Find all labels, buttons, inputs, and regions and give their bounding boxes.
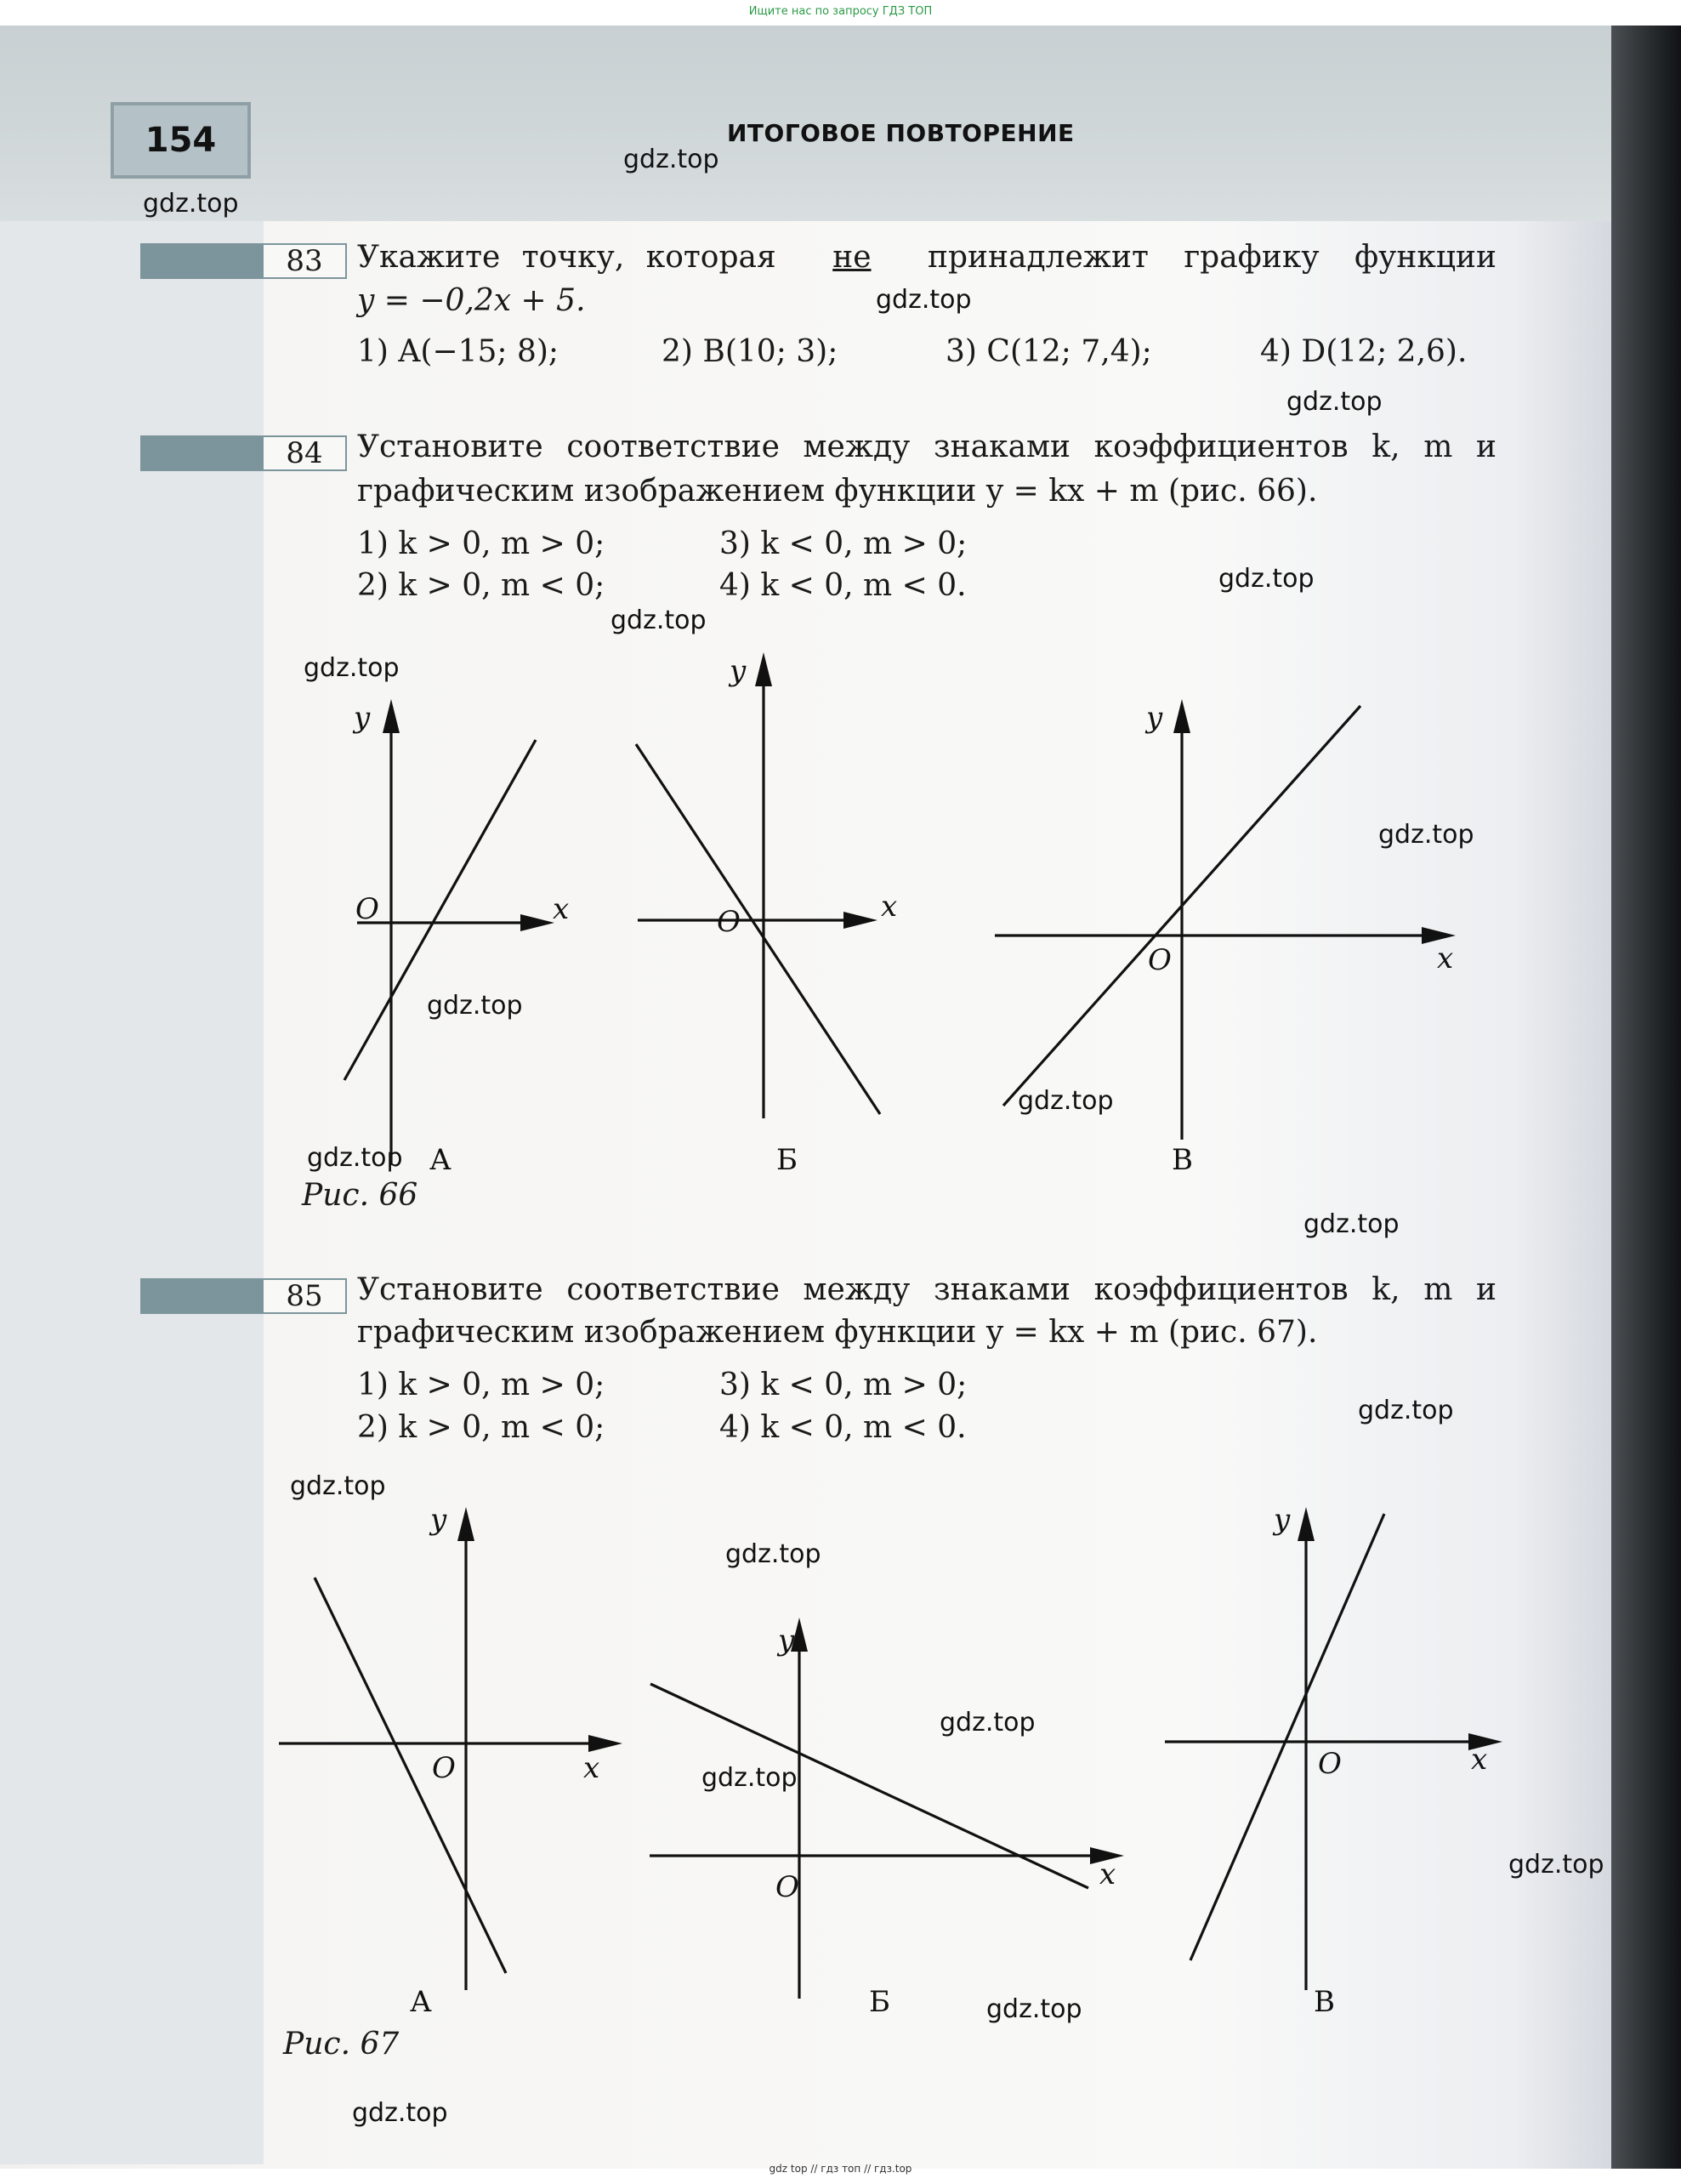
watermark: gdz.top [1303, 1209, 1400, 1239]
graph-label: В [1172, 1143, 1193, 1177]
task-85-option-4: 4) k < 0, m < 0. [719, 1410, 967, 1445]
task-84-option-2: 2) k > 0, m < 0; [357, 568, 605, 603]
task-85-option-3: 3) k < 0, m > 0; [719, 1368, 968, 1402]
y-axis-label: y [1146, 701, 1163, 735]
graph-label: В [1314, 1985, 1335, 2019]
fig-66-graph-b [621, 642, 910, 1177]
y-axis-arrow [1298, 1507, 1315, 1541]
task-83-text-not: не [832, 240, 872, 275]
fig-67-graph-c [1156, 1480, 1513, 2019]
watermark: gdz.top [1378, 820, 1474, 850]
x-axis-arrow [843, 912, 877, 929]
task-84-option-4: 4) k < 0, m < 0. [719, 568, 967, 603]
task-85-text-line-1: Установите соответствие между знаками коэффициентов k, m и [357, 1272, 1496, 1307]
watermark: gdz.top [986, 1994, 1082, 2024]
task-84-number: 84 [262, 435, 347, 471]
origin-label: O [432, 1751, 456, 1785]
x-axis-label: x [1471, 1743, 1488, 1777]
watermark: gdz.top [1508, 1850, 1604, 1880]
margin-strip [0, 217, 264, 2164]
x-axis-arrow [520, 914, 554, 931]
y-axis-arrow [755, 652, 772, 686]
task-84-marker [140, 435, 264, 471]
fig-67-graph-b [629, 1599, 1122, 2143]
bottom-note: gdz top // гдз топ // гдз.top [769, 2163, 912, 2175]
task-83-option-2: 2) B(10; 3); [662, 334, 838, 369]
book-spine [1611, 26, 1681, 2169]
fig-67-graph-a [272, 1480, 629, 2019]
graph-label: Б [869, 1985, 890, 2019]
watermark: gdz.top [1286, 387, 1383, 417]
x-axis-label: x [583, 1751, 600, 1785]
fig-66-graph-c [969, 680, 1462, 1177]
page-number: 154 [111, 102, 251, 179]
task-85-marker [140, 1278, 264, 1314]
origin-label: O [1318, 1747, 1342, 1781]
watermark: gdz.top [610, 606, 707, 635]
task-83-number: 83 [262, 243, 347, 279]
origin-label: O [717, 905, 741, 939]
y-axis-arrow [383, 699, 400, 733]
task-83-function: y = −0,2x + 5. [357, 283, 586, 318]
section-title: ИТОГОВОЕ ПОВТОРЕНИЕ [727, 119, 1075, 147]
watermark: gdz.top [1218, 564, 1315, 594]
task-85-option-2: 2) k > 0, m < 0; [357, 1410, 605, 1445]
task-83-option-1: 1) A(−15; 8); [357, 334, 559, 369]
x-axis-label: x [553, 892, 570, 926]
y-axis-label: y [1274, 1503, 1291, 1537]
fig-67-caption: Рис. 67 [283, 2027, 400, 2062]
y-axis-label: y [430, 1503, 447, 1537]
x-axis-arrow [588, 1735, 622, 1752]
graph-label: Б [776, 1143, 798, 1177]
graph-label: А [410, 1985, 432, 2019]
graph-label: А [429, 1143, 451, 1177]
watermark: gdz.top [1018, 1086, 1114, 1116]
watermark: gdz.top [143, 189, 239, 219]
task-83-text-a: Укажите точку, которая [357, 240, 776, 275]
task-84-text-line-2: графическим изображением функции y = kx + m (рис. 66). [357, 474, 1318, 509]
watermark: gdz.top [623, 145, 719, 174]
watermark: gdz.top [290, 1471, 386, 1501]
function-line [650, 1684, 1088, 1888]
y-axis-label: y [730, 654, 747, 688]
task-85-number: 85 [262, 1278, 347, 1314]
task-83-marker [140, 243, 264, 279]
task-83-option-4: 4) D(12; 2,6). [1260, 334, 1468, 369]
watermark: gdz.top [701, 1763, 798, 1793]
function-line [1190, 1514, 1384, 1960]
fig-66-graph-a [272, 672, 570, 1182]
task-83-text-line-1 [357, 240, 1496, 275]
watermark: gdz.top [940, 1708, 1036, 1738]
origin-label: O [355, 892, 379, 926]
origin-label: O [775, 1870, 799, 1904]
watermark: gdz.top [876, 285, 972, 315]
watermark: gdz.top [304, 653, 400, 683]
task-85-text-line-2: графическим изображением функции y = kx + m (рис. 67). [357, 1315, 1318, 1350]
task-84-option-1: 1) k > 0, m > 0; [357, 526, 605, 561]
top-note: Ищите нас по запросу ГДЗ ТОП [748, 5, 933, 18]
watermark: gdz.top [427, 991, 523, 1021]
watermark: gdz.top [352, 2098, 448, 2128]
watermark: gdz.top [307, 1143, 403, 1173]
y-axis-label: y [778, 1624, 795, 1658]
watermark: gdz.top [1358, 1396, 1454, 1425]
task-84-text-line-1: Установите соответствие между знаками коэффициентов k, m и [357, 429, 1496, 464]
watermark: gdz.top [725, 1539, 821, 1569]
function-line [315, 1578, 506, 1973]
origin-label: O [1148, 943, 1172, 977]
y-axis-arrow [457, 1507, 474, 1541]
y-axis-label: y [354, 701, 371, 735]
x-axis-label: x [1437, 941, 1454, 975]
task-85-option-1: 1) k > 0, m > 0; [357, 1368, 605, 1402]
task-84-option-3: 3) k < 0, m > 0; [719, 526, 968, 561]
y-axis-arrow [1173, 699, 1190, 733]
task-83-option-3: 3) C(12; 7,4); [946, 334, 1152, 369]
function-line [636, 744, 880, 1114]
x-axis-label: x [1099, 1857, 1116, 1891]
x-axis-label: x [881, 890, 898, 924]
fig-66-caption: Рис. 66 [302, 1178, 418, 1213]
task-83-text-b: принадлежит графику функции [928, 240, 1496, 275]
